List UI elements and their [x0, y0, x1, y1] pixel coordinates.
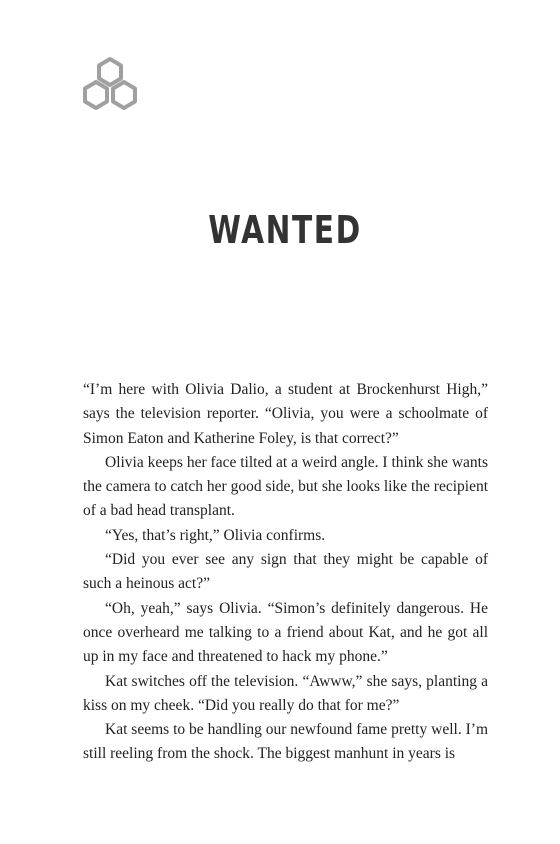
paragraph-1: “I’m here with Olivia Dalio, a student at Brockenhurst High,” says the television reporter. “Olivia, you were a schoolmate of Simon Eaton and Katherine Foley, is that correct?”	[83, 381, 488, 447]
paragraph-4: “Did you ever see any sign that they might be capable of such a heinous act?”	[83, 551, 488, 593]
paragraph-6: Kat switches off the television. “Awww,” she says, planting a kiss on my cheek. “Did you really do that for me?”	[83, 672, 488, 714]
paragraph-3: “Yes, that’s right,” Olivia confirms.	[105, 526, 326, 544]
chapter-title: WANTED	[208, 208, 362, 252]
paragraph-5: “Oh, yeah,” says Olivia. “Simon’s definitely dangerous. He once overheard me talking to a friend about Kat, and he got all up in my face and threatened to hack my phone.”	[83, 599, 488, 666]
hexagon-bottom-left	[85, 82, 107, 108]
chapter-body	[83, 378, 488, 767]
hexagon-top	[99, 59, 121, 85]
honeycomb-icon	[80, 56, 140, 112]
paragraph-7: Kat seems to be handling our newfound fame pretty well. I’m still reeling from the shock. The biggest manhunt in years is	[83, 721, 488, 763]
paragraph-2: Olivia keeps her face tilted at a weird angle. I think she wants the camera to catch her good side, but she looks like the recipient of a bad head transplant.	[83, 453, 489, 520]
hexagon-bottom-right	[113, 82, 135, 108]
